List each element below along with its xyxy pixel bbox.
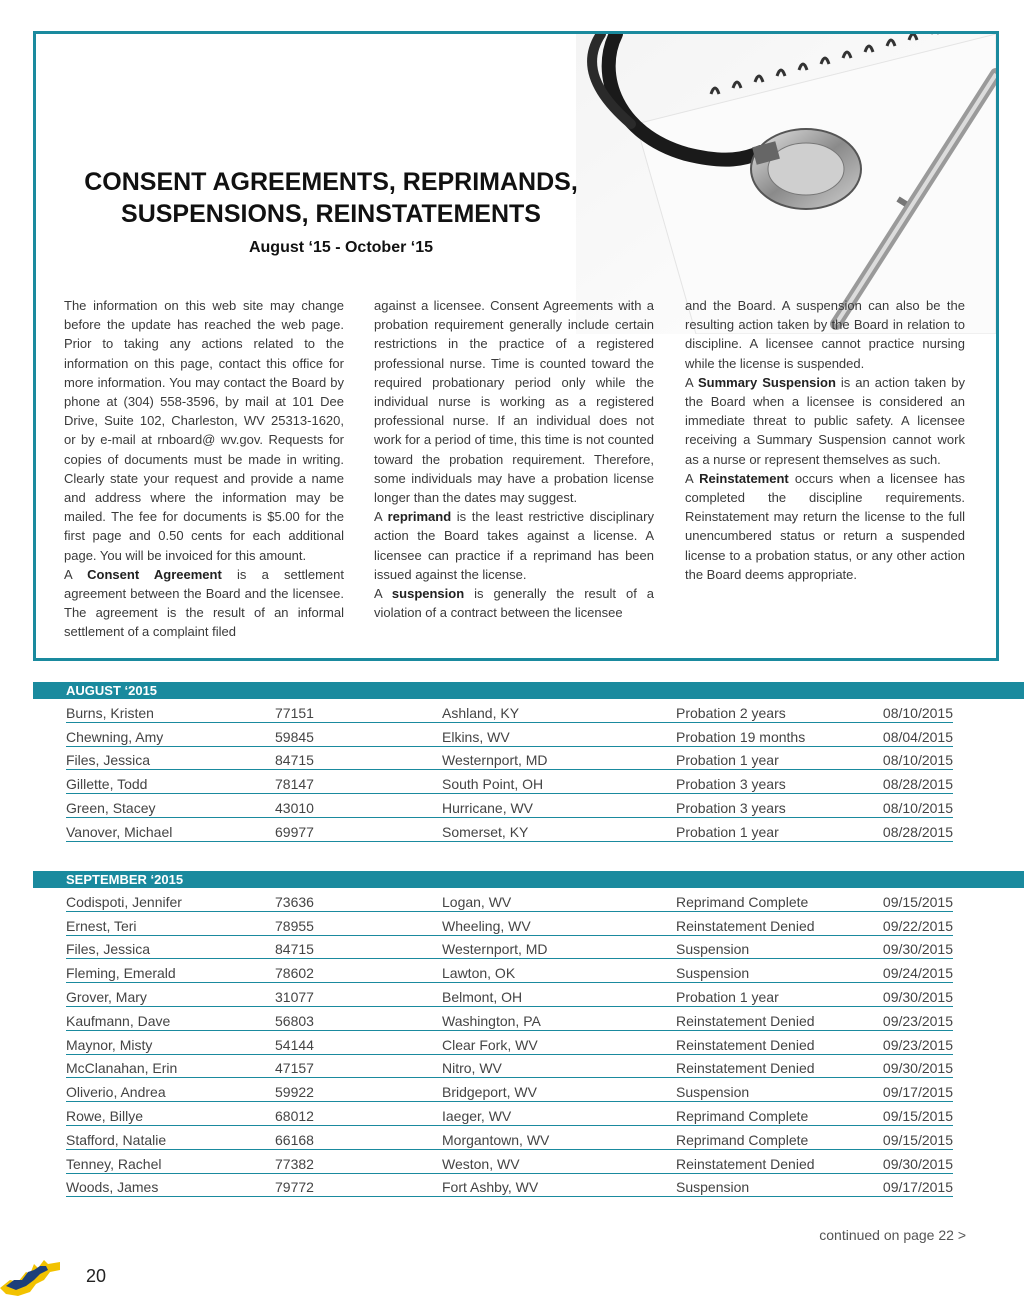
licensee-city: Fort Ashby, WV [442, 1179, 539, 1196]
intro-column-3 [685, 296, 965, 584]
licensee-name: Codispoti, Jennifer [66, 893, 182, 910]
reprimand-definition: A reprimand is the least restrictive disciplinary action the Board takes against a license. A licensee can practice if a reprimand has been issued against the license. [374, 509, 654, 582]
licensee-name: McClanahan, Erin [66, 1060, 178, 1077]
license-number: 43010 [275, 799, 314, 816]
table-row [66, 1102, 953, 1126]
license-number: 31077 [275, 988, 314, 1005]
august-table [66, 699, 953, 842]
consent-agreement-continued: against a licensee. Consent Agreements with a probation requirement generally include certain restrictions in the practice of a registered professional nurse. Time is counted toward the required probationary period only while the individual nurse is working as a registered professional nurse. If an individual does not work for a period of time, this time is not counted toward the probation requirement. Therefore, some individuals may have a probation license longer than the dates may suggest. [374, 298, 654, 506]
title-line-2: SUSPENSIONS, REINSTATEMENTS [121, 200, 541, 228]
stethoscope-pen-notebook-photo [576, 34, 996, 334]
title-line-1: CONSENT AGREEMENTS, REPRIMANDS, [84, 168, 578, 196]
table-row [66, 1078, 953, 1102]
action-date: 08/10/2015 [882, 704, 953, 721]
license-number: 73636 [275, 893, 314, 910]
disciplinary-action: Suspension [676, 941, 750, 958]
page-title [66, 166, 596, 230]
table-row [66, 723, 953, 747]
action-date: 09/23/2015 [882, 1036, 953, 1053]
action-date: 09/23/2015 [882, 1012, 953, 1029]
licensee-city: Lawton, OK [442, 965, 516, 982]
licensee-name: Chewning, Amy [66, 728, 164, 745]
table-row [66, 912, 953, 936]
licensee-city: Washington, PA [442, 1012, 541, 1029]
license-number: 79772 [275, 1179, 314, 1196]
licensee-name: Woods, James [66, 1179, 159, 1196]
licensee-name: Files, Jessica [66, 941, 151, 958]
table-row [66, 699, 953, 723]
licensee-name: Fleming, Emerald [66, 965, 176, 982]
disciplinary-action: Reprimand Complete [676, 893, 809, 910]
licensee-city: South Point, OH [442, 776, 544, 793]
licensee-name: Files, Jessica [66, 752, 151, 769]
licensee-name: Grover, Mary [66, 988, 147, 1005]
reinstatement-term: Reinstatement [699, 470, 789, 486]
action-date: 08/28/2015 [882, 823, 953, 840]
suspension-term: suspension [391, 586, 465, 602]
disciplinary-action: Suspension [676, 1084, 750, 1101]
disciplinary-action: Probation 1 year [676, 988, 779, 1005]
licensee-name: Rowe, Billye [66, 1107, 144, 1124]
table-row [66, 1007, 953, 1031]
licensee-city: Elkins, WV [442, 728, 510, 745]
table-row [66, 770, 953, 794]
disciplinary-action: Probation 3 years [676, 799, 786, 816]
west-virginia-state-icon [0, 1258, 60, 1296]
licensee-city: Wheeling, WV [442, 917, 531, 934]
licensee-city: Bridgeport, WV [442, 1084, 537, 1101]
licensee-city: Weston, WV [442, 1155, 520, 1172]
license-number: 69977 [275, 823, 314, 840]
intro-column-2 [374, 296, 654, 622]
september-table [66, 888, 953, 1197]
license-number: 66168 [275, 1131, 314, 1148]
suspension-continued: and the Board. A suspension can also be the resulting action taken by the Board in relation to discipline. A licensee cannot practice nursing while the license is suspended. [685, 298, 965, 371]
licensee-city: Hurricane, WV [442, 799, 534, 816]
section-header-september: SEPTEMBER ‘2015 [33, 871, 1024, 888]
action-date: 09/15/2015 [882, 893, 953, 910]
licensee-city: Logan, WV [442, 893, 512, 910]
license-number: 59845 [275, 728, 314, 745]
licensee-name: Tenney, Rachel [66, 1155, 162, 1172]
licensee-city: Clear Fork, WV [442, 1036, 538, 1053]
date-range: August ‘15 - October ‘15 [248, 239, 434, 256]
licensee-name: Kaufmann, Dave [66, 1012, 171, 1029]
reinstatement-definition: A Reinstatement occurs when a licensee has completed the discipline requirements. Reinstatement may return the license to the full unencumbered status or return a suspended license to a probation status, or any other action the Board deems appropriate. [685, 470, 965, 582]
license-number: 47157 [275, 1060, 314, 1077]
license-number: 59922 [275, 1084, 314, 1101]
summary-suspension-definition: A Summary Suspension is an action taken by the Board when a licensee is considered an immediate threat to public safety. A licensee receiving a Summary Suspension cannot work as a nurse or represent themselves as such. [685, 374, 965, 467]
table-row [66, 818, 953, 842]
license-number: 77382 [275, 1155, 314, 1172]
table-row [66, 959, 953, 983]
action-date: 09/30/2015 [882, 1155, 953, 1172]
table-row [66, 1126, 953, 1150]
licensee-city: Westernport, MD [442, 941, 548, 958]
intro-column-1 [64, 296, 344, 642]
intro-paragraph: The information on this web site may change before the update has reached the web page. Prior to taking any actions related to the information on this page, contact this office for more information. You may contact the Board by phone at (304) 558-3596, by mail at 101 Dee Drive, Suite 102, Charleston, WV 25313-1620, or by e-mail at rnboard@ wv.gov. Requests for copies of documents must be made in writing. Clearly state your request and provide a name and address where the information may be mailed. The fee for documents is $5.00 for the first page and 0.50 cents for each additional page. You will be invoiced for this amount. [64, 298, 344, 563]
disciplinary-action: Reinstatement Denied [676, 1060, 815, 1077]
licensee-city: Morgantown, WV [442, 1131, 550, 1148]
table-row [66, 936, 953, 960]
disciplinary-action: Probation 1 year [676, 823, 779, 840]
action-date: 09/24/2015 [882, 965, 953, 982]
disciplinary-action: Reprimand Complete [676, 1107, 809, 1124]
suspension-definition: A suspension is generally the result of a violation of a contract between the licensee [374, 586, 654, 621]
license-number: 78955 [275, 917, 314, 934]
page-number: 20 [86, 1266, 107, 1286]
licensee-name: Stafford, Natalie [66, 1131, 167, 1148]
license-number: 54144 [275, 1036, 314, 1053]
action-date: 09/15/2015 [882, 1107, 953, 1124]
disciplinary-action: Suspension [676, 965, 750, 982]
action-date: 09/15/2015 [882, 1131, 953, 1148]
disciplinary-action: Reinstatement Denied [676, 1155, 815, 1172]
license-number: 78147 [275, 776, 314, 793]
licensee-name: Vanover, Michael [66, 823, 173, 840]
disciplinary-action: Probation 3 years [676, 776, 786, 793]
action-date: 09/17/2015 [882, 1179, 953, 1196]
licensee-city: Westernport, MD [442, 752, 548, 769]
disciplinary-action: Probation 19 months [676, 728, 806, 745]
summary-suspension-term: Summary Suspension [697, 374, 836, 390]
licensee-city: Iaeger, WV [442, 1107, 512, 1124]
action-date: 09/22/2015 [882, 917, 953, 934]
table-row [66, 1031, 953, 1055]
table-row [66, 747, 953, 771]
table-row [66, 794, 953, 818]
license-number: 78602 [275, 965, 314, 982]
licensee-city: Belmont, OH [442, 988, 523, 1005]
table-row [66, 1174, 953, 1198]
consent-agreement-definition: A Consent Agreement is a settlement agreement between the Board and the licensee. The agreement is the result of an informal settlement of a complaint filed [64, 566, 344, 640]
table-row [66, 888, 953, 912]
disciplinary-action: Reprimand Complete [676, 1131, 809, 1148]
intro-frame [33, 31, 999, 661]
action-date: 09/30/2015 [882, 988, 953, 1005]
action-date: 09/30/2015 [882, 941, 953, 958]
reprimand-term: reprimand [387, 509, 452, 525]
license-number: 84715 [275, 941, 314, 958]
disciplinary-action: Probation 1 year [676, 752, 779, 769]
licensee-name: Maynor, Misty [66, 1036, 153, 1053]
licensee-city: Ashland, KY [442, 704, 520, 721]
license-number: 77151 [275, 704, 314, 721]
license-number: 68012 [275, 1107, 314, 1124]
disciplinary-action: Probation 2 years [676, 704, 786, 721]
action-date: 09/17/2015 [882, 1084, 953, 1101]
licensee-city: Somerset, KY [442, 823, 529, 840]
consent-agreement-term: Consent Agreement [87, 566, 222, 582]
licensee-name: Gillette, Todd [66, 776, 148, 793]
action-date: 09/30/2015 [882, 1060, 953, 1077]
disciplinary-action: Reinstatement Denied [676, 1012, 815, 1029]
continued-link[interactable]: continued on page 22 > [819, 1227, 966, 1243]
disciplinary-action: Suspension [676, 1179, 750, 1196]
action-date: 08/04/2015 [882, 728, 953, 745]
license-number: 56803 [275, 1012, 314, 1029]
licensee-name: Ernest, Teri [66, 917, 137, 934]
licensee-name: Green, Stacey [66, 799, 156, 816]
licensee-name: Burns, Kristen [66, 704, 154, 721]
table-row [66, 1055, 953, 1079]
disciplinary-action: Reinstatement Denied [676, 917, 815, 934]
action-date: 08/10/2015 [882, 752, 953, 769]
section-header-august: AUGUST ‘2015 [33, 682, 1024, 699]
licensee-city: Nitro, WV [442, 1060, 502, 1077]
table-row [66, 983, 953, 1007]
action-date: 08/10/2015 [882, 799, 953, 816]
disciplinary-action: Reinstatement Denied [676, 1036, 815, 1053]
licensee-name: Oliverio, Andrea [66, 1084, 166, 1101]
table-row [66, 1150, 953, 1174]
license-number: 84715 [275, 752, 314, 769]
action-date: 08/28/2015 [882, 776, 953, 793]
